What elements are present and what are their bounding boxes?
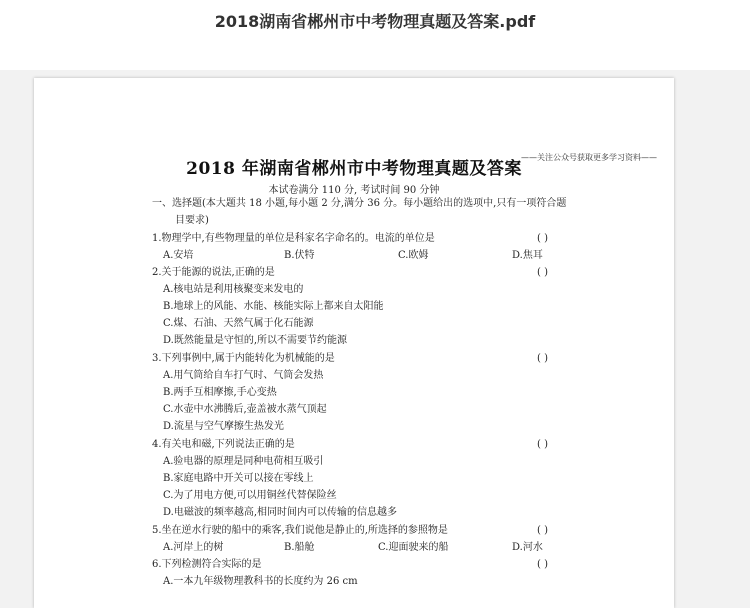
option: C.迎面驶来的船 bbox=[378, 542, 449, 553]
option: A.用气筒给自车打气时、气筒会发热 bbox=[163, 370, 324, 381]
option: D.焦耳 bbox=[512, 250, 543, 261]
option: A.核电站是利用核聚变来发电的 bbox=[163, 284, 304, 295]
option: A.验电器的原理是同种电荷相互吸引 bbox=[163, 456, 324, 467]
promo-banner: ——关注公众号获取更多学习资料—— bbox=[521, 153, 657, 162]
option: C.欧姆 bbox=[398, 250, 429, 261]
option: B.伏特 bbox=[284, 250, 315, 261]
option: D.河水 bbox=[512, 542, 543, 553]
option: A.安培 bbox=[163, 250, 194, 261]
section-heading: 一、选择题(本大题共 18 小题,每小题 2 分,满分 36 分。每小题给出的选项中,只有一项符合题 bbox=[152, 198, 567, 209]
document-subtitle: 本试卷满分 110 分, 考试时间 90 分钟 bbox=[268, 185, 440, 196]
option: D.流星与空气摩擦生热发光 bbox=[163, 421, 284, 432]
option: A.河岸上的树 bbox=[163, 542, 224, 553]
option: C.煤、石油、天然气属于化石能源 bbox=[163, 318, 314, 329]
question-stem: 1.物理学中,有些物理量的单位是科家名字命名的。电流的单位是 bbox=[152, 233, 435, 244]
document-title: 2018 年湖南省郴州市中考物理真题及答案 bbox=[186, 159, 522, 179]
answer-blank: ( ) bbox=[537, 559, 548, 570]
section-heading-continued: 目要求) bbox=[175, 215, 209, 226]
option: B.两手互相摩擦,手心变热 bbox=[163, 387, 277, 398]
option: B.船舱 bbox=[284, 542, 315, 553]
question-stem: 5.坐在逆水行驶的船中的乘客,我们说他是静止的,所选择的参照物是 bbox=[152, 525, 448, 536]
pdf-page[interactable] bbox=[34, 78, 674, 608]
question-stem: 2.关于能源的说法,正确的是 bbox=[152, 267, 275, 278]
option: D.电磁波的频率越高,相同时间内可以传输的信息越多 bbox=[163, 507, 398, 518]
answer-blank: ( ) bbox=[537, 353, 548, 364]
option: B.地球上的风能、水能、核能实际上都来自太阳能 bbox=[163, 301, 384, 312]
question-stem: 4.有关电和磁,下列说法正确的是 bbox=[152, 439, 295, 450]
option: D.既然能量是守恒的,所以不需要节约能源 bbox=[163, 335, 348, 346]
answer-blank: ( ) bbox=[537, 267, 548, 278]
question-stem: 6.下列检测符合实际的是 bbox=[152, 559, 262, 570]
viewer-titlebar bbox=[0, 0, 750, 70]
option: C.为了用电方便,可以用铜丝代替保险丝 bbox=[163, 490, 337, 501]
option: C.水壶中水沸腾后,壶盖被水蒸气顶起 bbox=[163, 404, 327, 415]
answer-blank: ( ) bbox=[537, 233, 548, 244]
file-title: 2018湖南省郴州市中考物理真题及答案.pdf bbox=[214, 12, 536, 31]
question-stem: 3.下列事例中,属于内能转化为机械能的是 bbox=[152, 353, 335, 364]
option: B.家庭电路中开关可以接在零线上 bbox=[163, 473, 314, 484]
option: A.一本九年级物理教科书的长度约为 26 cm bbox=[163, 576, 358, 587]
answer-blank: ( ) bbox=[537, 439, 548, 450]
answer-blank: ( ) bbox=[537, 525, 548, 536]
